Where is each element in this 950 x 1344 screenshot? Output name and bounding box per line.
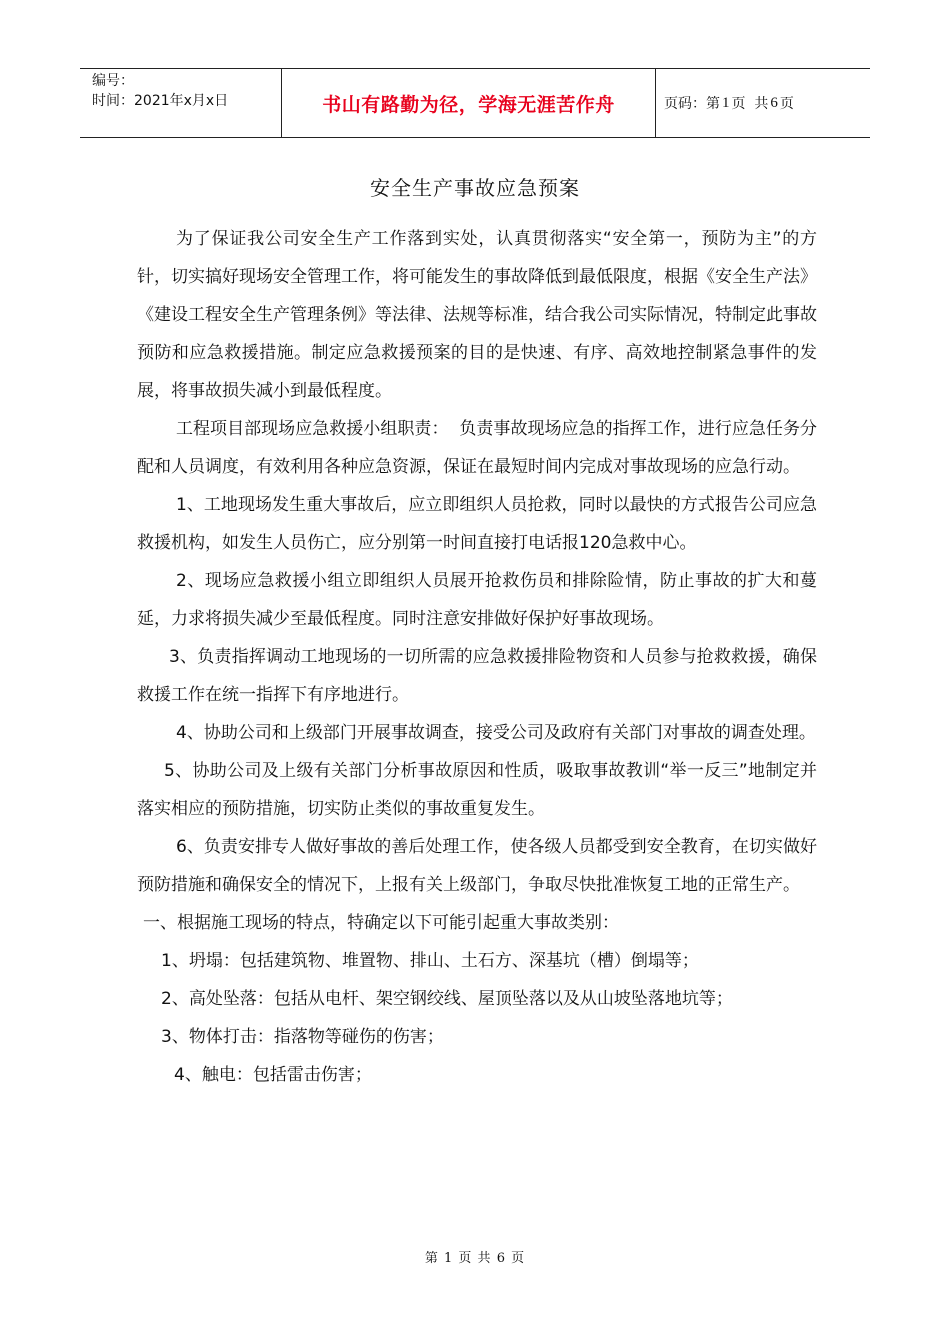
document-time-label: 时间：2021年x月x日: [92, 93, 229, 109]
document-body: [137, 220, 817, 1094]
page-prefix: 页码：第: [664, 96, 720, 112]
page-footer: 第 1 页 共 6 页: [424, 1251, 526, 1266]
duty-paragraph: 工程项目部现场应急救援小组职责： 负责事故现场应急的指挥工作，进行应急任务分配和人员调度，有效利用各种应急资源，保证在最短时间内完成对事故现场的应急行动。: [137, 419, 817, 477]
page-suffix: 页: [779, 96, 794, 112]
category-item-4: 4、触电：包括雷击伤害；: [174, 1065, 372, 1085]
duty-item-4: 4、协助公司和上级部门开展事故调查，接受公司及政府有关部门对事故的调查处理。: [176, 723, 816, 743]
category-item-2: 2、高处坠落：包括从电杆、架空钢绞线、屋顶坠落以及从山坡坠落地坑等；: [161, 989, 733, 1009]
duty-item-3: 3、负责指挥调动工地现场的一切所需的应急救援排险物资和人员参与抢救救援，确保救援工作在统一指挥下有序地进行。: [137, 647, 817, 705]
category-item-3: 3、物体打击：指落物等碰伤的伤害；: [161, 1027, 444, 1047]
page-current: 1: [722, 94, 730, 111]
duty-item-6: 6、负责安排专人做好事故的善后处理工作，使各级人员都受到安全教育，在切实做好预防措施和确保安全的情况下，上报有关上级部门，争取尽快批准恢复工地的正常生产。: [137, 837, 817, 895]
header-meta: [80, 69, 282, 137]
document-title: 安全生产事故应急预案: [370, 176, 580, 200]
duty-item-2: 2、现场应急救援小组立即组织人员展开抢救伤员和排除险情，防止事故的扩大和蔓延，力求将损失减少至最低程度。同时注意安排做好保护好事故现场。: [137, 571, 817, 629]
page-header: [80, 68, 870, 138]
header-motto-cell: [282, 69, 656, 137]
header-motto: 书山有路勤为径，学海无涯苦作舟: [322, 93, 615, 116]
document-number-label: 编号：: [92, 73, 134, 89]
duty-item-5: 5、协助公司及上级有关部门分析事故原因和性质，吸取事故教训“举一反三”地制定并落实相应的预防措施，切实防止类似的事故重复发生。: [137, 761, 817, 819]
category-item-1: 1、坍塌：包括建筑物、堆置物、排山、土石方、深基坑（槽）倒塌等；: [161, 951, 699, 971]
section-heading: 一、根据施工现场的特点，特确定以下可能引起重大事故类别：: [143, 913, 619, 933]
page-total: 6: [770, 94, 778, 111]
duty-item-1: 1、工地现场发生重大事故后，应立即组织人员抢救，同时以最快的方式报告公司应急救援机构，如发生人员伤亡，应分别第一时间直接打电话报120急救中心。: [137, 495, 817, 553]
header-page-info: [656, 69, 870, 137]
page-mid: 页 共: [731, 96, 769, 112]
intro-paragraph: 为了保证我公司安全生产工作落到实处，认真贯彻落实“安全第一，预防为主”的方针，切实搞好现场安全管理工作，将可能发生的事故降低到最低限度，根据《安全生产法》《建设工程安全生产管理条例》等法律、法规等标准，结合我公司实际情况，特制定此事故预防和应急救援措施。制定应急救援预案的目的是快速、有序、高效地控制紧急事件的发展，将事故损失减小到最低程度。: [137, 229, 817, 401]
